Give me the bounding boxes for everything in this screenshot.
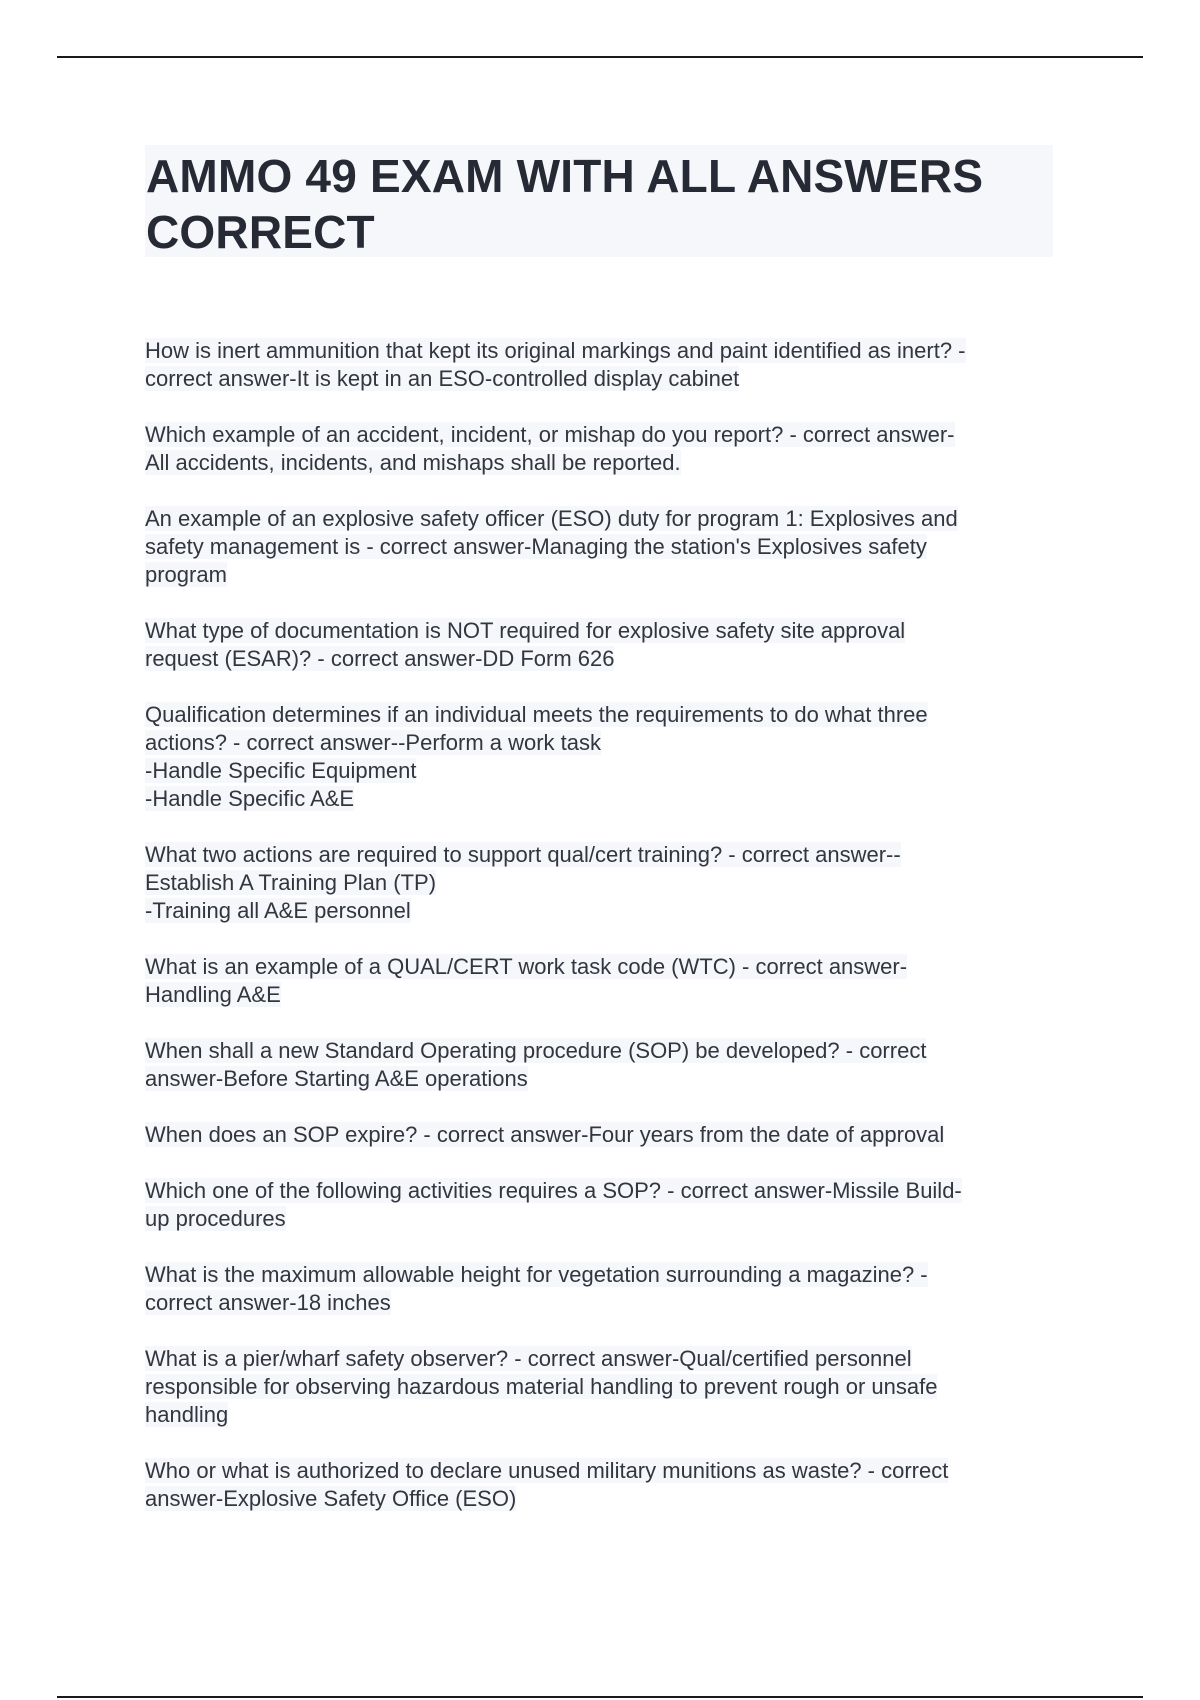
document-title: AMMO 49 EXAM WITH ALL ANSWERS CORRECT bbox=[146, 150, 984, 258]
qa-item bbox=[145, 841, 1055, 925]
qa-item bbox=[145, 617, 1055, 673]
bottom-divider bbox=[57, 1696, 1143, 1698]
qa-item bbox=[145, 1345, 1055, 1429]
qa-item bbox=[145, 337, 1055, 393]
qa-item bbox=[145, 1037, 1055, 1093]
qa-text: How is inert ammunition that kept its original markings and paint identified as inert? - correct answer-It is kept in an ESO-controlled display cabinet bbox=[145, 338, 966, 391]
qa-text: What type of documentation is NOT required for explosive safety site approval request (ESAR)? - correct answer-DD Form 626 bbox=[145, 618, 906, 671]
qa-list bbox=[145, 337, 1055, 1513]
qa-text: What is the maximum allowable height for vegetation surrounding a magazine? - correct answer-18 inches bbox=[145, 1262, 928, 1315]
qa-text: What two actions are required to support qual/cert training? - correct answer-- Establish A Training Plan (TP) -Training all A&E personnel bbox=[145, 842, 901, 923]
qa-item bbox=[145, 1177, 1055, 1233]
qa-text: When shall a new Standard Operating procedure (SOP) be developed? - correct answer-Before Starting A&E operations bbox=[145, 1038, 927, 1091]
qa-item bbox=[145, 701, 1055, 813]
qa-text: Which one of the following activities requires a SOP? - correct answer-Missile Build- up procedures bbox=[145, 1178, 962, 1231]
qa-item bbox=[145, 505, 1055, 589]
qa-text: Which example of an accident, incident, or mishap do you report? - correct answer- All accidents, incidents, and mishaps shall be reported. bbox=[145, 422, 955, 475]
qa-item bbox=[145, 953, 1055, 1009]
qa-text: When does an SOP expire? - correct answer-Four years from the date of approval bbox=[145, 1122, 945, 1147]
qa-item bbox=[145, 421, 1055, 477]
qa-text: An example of an explosive safety officer (ESO) duty for program 1: Explosives and safety management is - correct answer-Managing the station's Explosives safety program bbox=[145, 506, 958, 587]
top-divider bbox=[57, 56, 1143, 58]
qa-text: What is a pier/wharf safety observer? - correct answer-Qual/certified personnel responsible for observing hazardous material handling to prevent rough or unsafe handling bbox=[145, 1346, 938, 1427]
qa-item bbox=[145, 1261, 1055, 1317]
qa-text: Who or what is authorized to declare unused military munitions as waste? - correct answer-Explosive Safety Office (ESO) bbox=[145, 1458, 949, 1511]
qa-text: What is an example of a QUAL/CERT work task code (WTC) - correct answer- Handling A&E bbox=[145, 954, 908, 1007]
qa-item bbox=[145, 1457, 1055, 1513]
qa-text: Qualification determines if an individual meets the requirements to do what three actions? - correct answer--Perform a work task -Handle Specific Equipment -Handle Specific A&E bbox=[145, 702, 928, 811]
qa-item bbox=[145, 1121, 1055, 1149]
